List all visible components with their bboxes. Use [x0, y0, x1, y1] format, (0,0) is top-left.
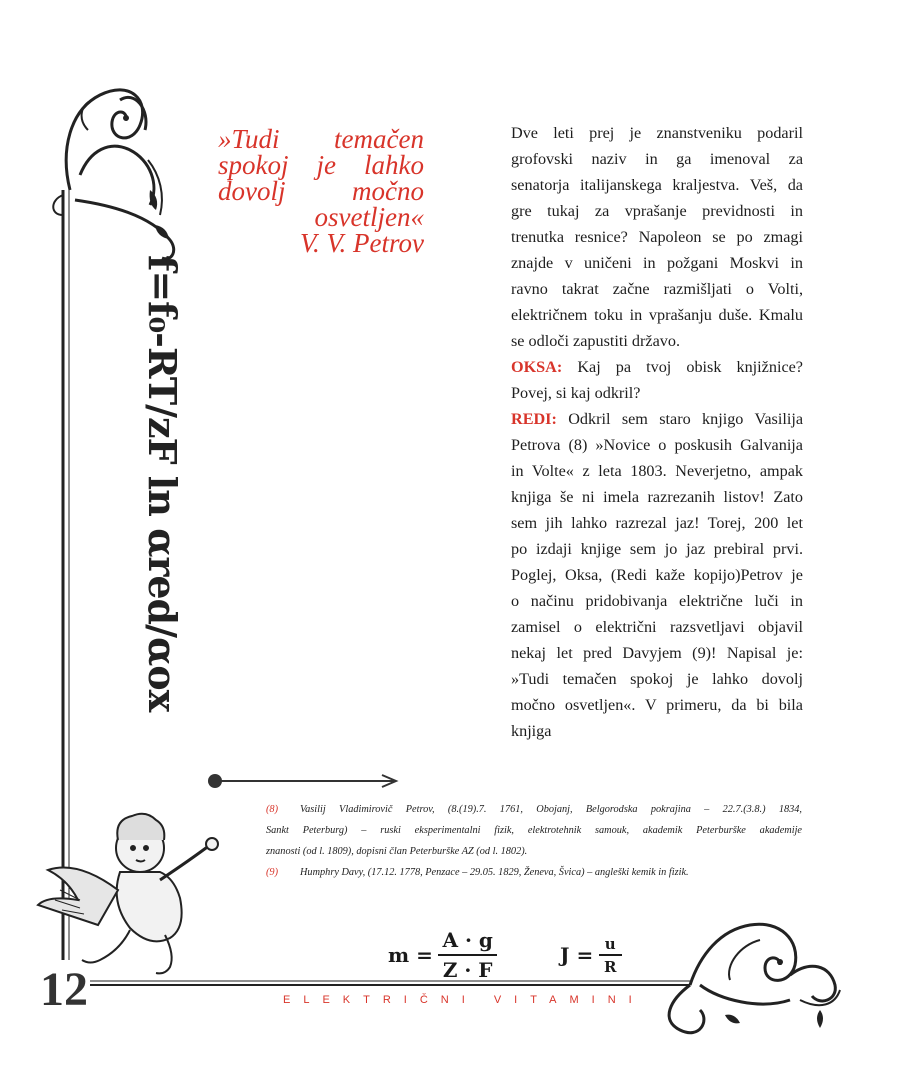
body-line: knjiga še ni imela razrezanih listov! Zato — [511, 488, 803, 506]
quote-line: spokoj je lahko — [218, 150, 424, 180]
pull-quote — [218, 126, 424, 256]
footnote-number: (8) — [266, 804, 279, 815]
body-line: trenutka resnice? Napoleon se po zmagi — [511, 228, 803, 246]
quote-line: dovolj močno — [218, 176, 424, 206]
body-line: Poglej, Oksa, (Redi kaže kopijo)Petrov je — [511, 566, 803, 584]
body-line: knjiga — [511, 722, 552, 740]
margin-nernst-formula: f=f₀-RT/zF ln αred/αox — [140, 255, 185, 712]
page-number: 12 — [40, 963, 88, 1016]
body-line: po izdaji knjige sem jo jaz prebiral prvi. — [511, 540, 803, 558]
body-line: in Volte« z leta 1803. Neverjetno, ampak — [511, 462, 803, 480]
body-line: električnem toku in vprašanju duše. Kmalu — [511, 306, 803, 324]
body-line: gre tukaj za vprašanje previdnosti in — [511, 202, 803, 220]
body-line: ravno takrat začne razmišljati o Volti, — [511, 280, 803, 298]
body-line: Dve leti prej je znanstveniku podaril — [511, 124, 803, 142]
body-line: Povej, si kaj odkril? — [511, 384, 641, 402]
bottom-right-scroll-ornament — [669, 924, 840, 1032]
body-line: »Tudi temačen spokoj je lahko dovolj — [511, 670, 803, 688]
body-line: senatorja italijanskega kraljestva. Veš, da — [511, 176, 803, 194]
body-line: o načinu pridobivanja električne luči in — [511, 592, 803, 610]
quote-author: V. V. Petrov — [300, 228, 424, 258]
footnote-number: (9) — [266, 867, 279, 878]
footnote-9-line: (9) Humphry Davy, (17.12. 1778, Penzace – 29.05. 1829, Ženeva, Švica) – angleški kemik in fizik. — [266, 862, 802, 883]
running-footer: ELEKTRIČNI VITAMINI — [283, 994, 645, 1006]
bottom-formulas — [388, 928, 622, 982]
speaker-label-redi: REDI: — [511, 410, 557, 428]
quote-line: »Tudi temačen — [218, 124, 424, 154]
oksa-line: OKSA: Kaj pa tvoj obisk knjižnice? — [511, 358, 803, 376]
top-left-scroll-ornament — [53, 90, 173, 259]
formula-j-lhs: J = — [560, 943, 594, 967]
body-line: močno osvetljen«. V primeru, da bi bila — [511, 696, 803, 714]
formula-j-fraction: $\frac{u}{R}$ — [599, 935, 622, 976]
body-line: Petrova (8) »Novice o poskusih Galvanija — [511, 436, 803, 454]
pointer-arrow-icon — [206, 772, 401, 790]
formula-m-fraction: $\frac{A \cdot g}{Z \cdot F}$ — [438, 928, 496, 982]
body-line: sem jih lahko razrezal jaz! Torej, 200 let — [511, 514, 803, 532]
speaker-label-oksa: OKSA: — [511, 358, 563, 376]
footnote-8-line: znanosti (od l. 1809), dopisni član Peterburške AZ (od l. 1802). — [266, 846, 528, 857]
body-line: nekaj let pred Davyjem (9)! Napisal je: — [511, 644, 803, 662]
redi-line: REDI: Odkril sem staro knjigo Vasilija — [511, 410, 804, 428]
cherub-illustration — [38, 814, 218, 974]
footnote-8-line: Sankt Peterburg) – ruski eksperimentalni fizik, elektrotehnik samouk, akademik Peterburške akademije — [266, 825, 802, 836]
body-line: zamisel o električni razsvetljavi objavil — [511, 618, 803, 636]
footnotes — [266, 799, 802, 883]
quote-line: osvetljen« — [314, 202, 424, 232]
body-line: se odloči zapustiti državo. — [511, 332, 681, 350]
body-line: grofovski naziv in ga imenoval za — [511, 150, 803, 168]
body-text — [511, 120, 803, 744]
formula-m-lhs: m = — [388, 943, 433, 967]
body-line: znajde v uničeni in požgani Moskvi in — [511, 254, 803, 272]
footnote-8-line: (8) Vasilij Vladimirovič Petrov, (8.(19).7. 1761, Obojanj, Belgorodska pokrajina – 22.7.(3.8.) 1834, — [266, 799, 802, 820]
